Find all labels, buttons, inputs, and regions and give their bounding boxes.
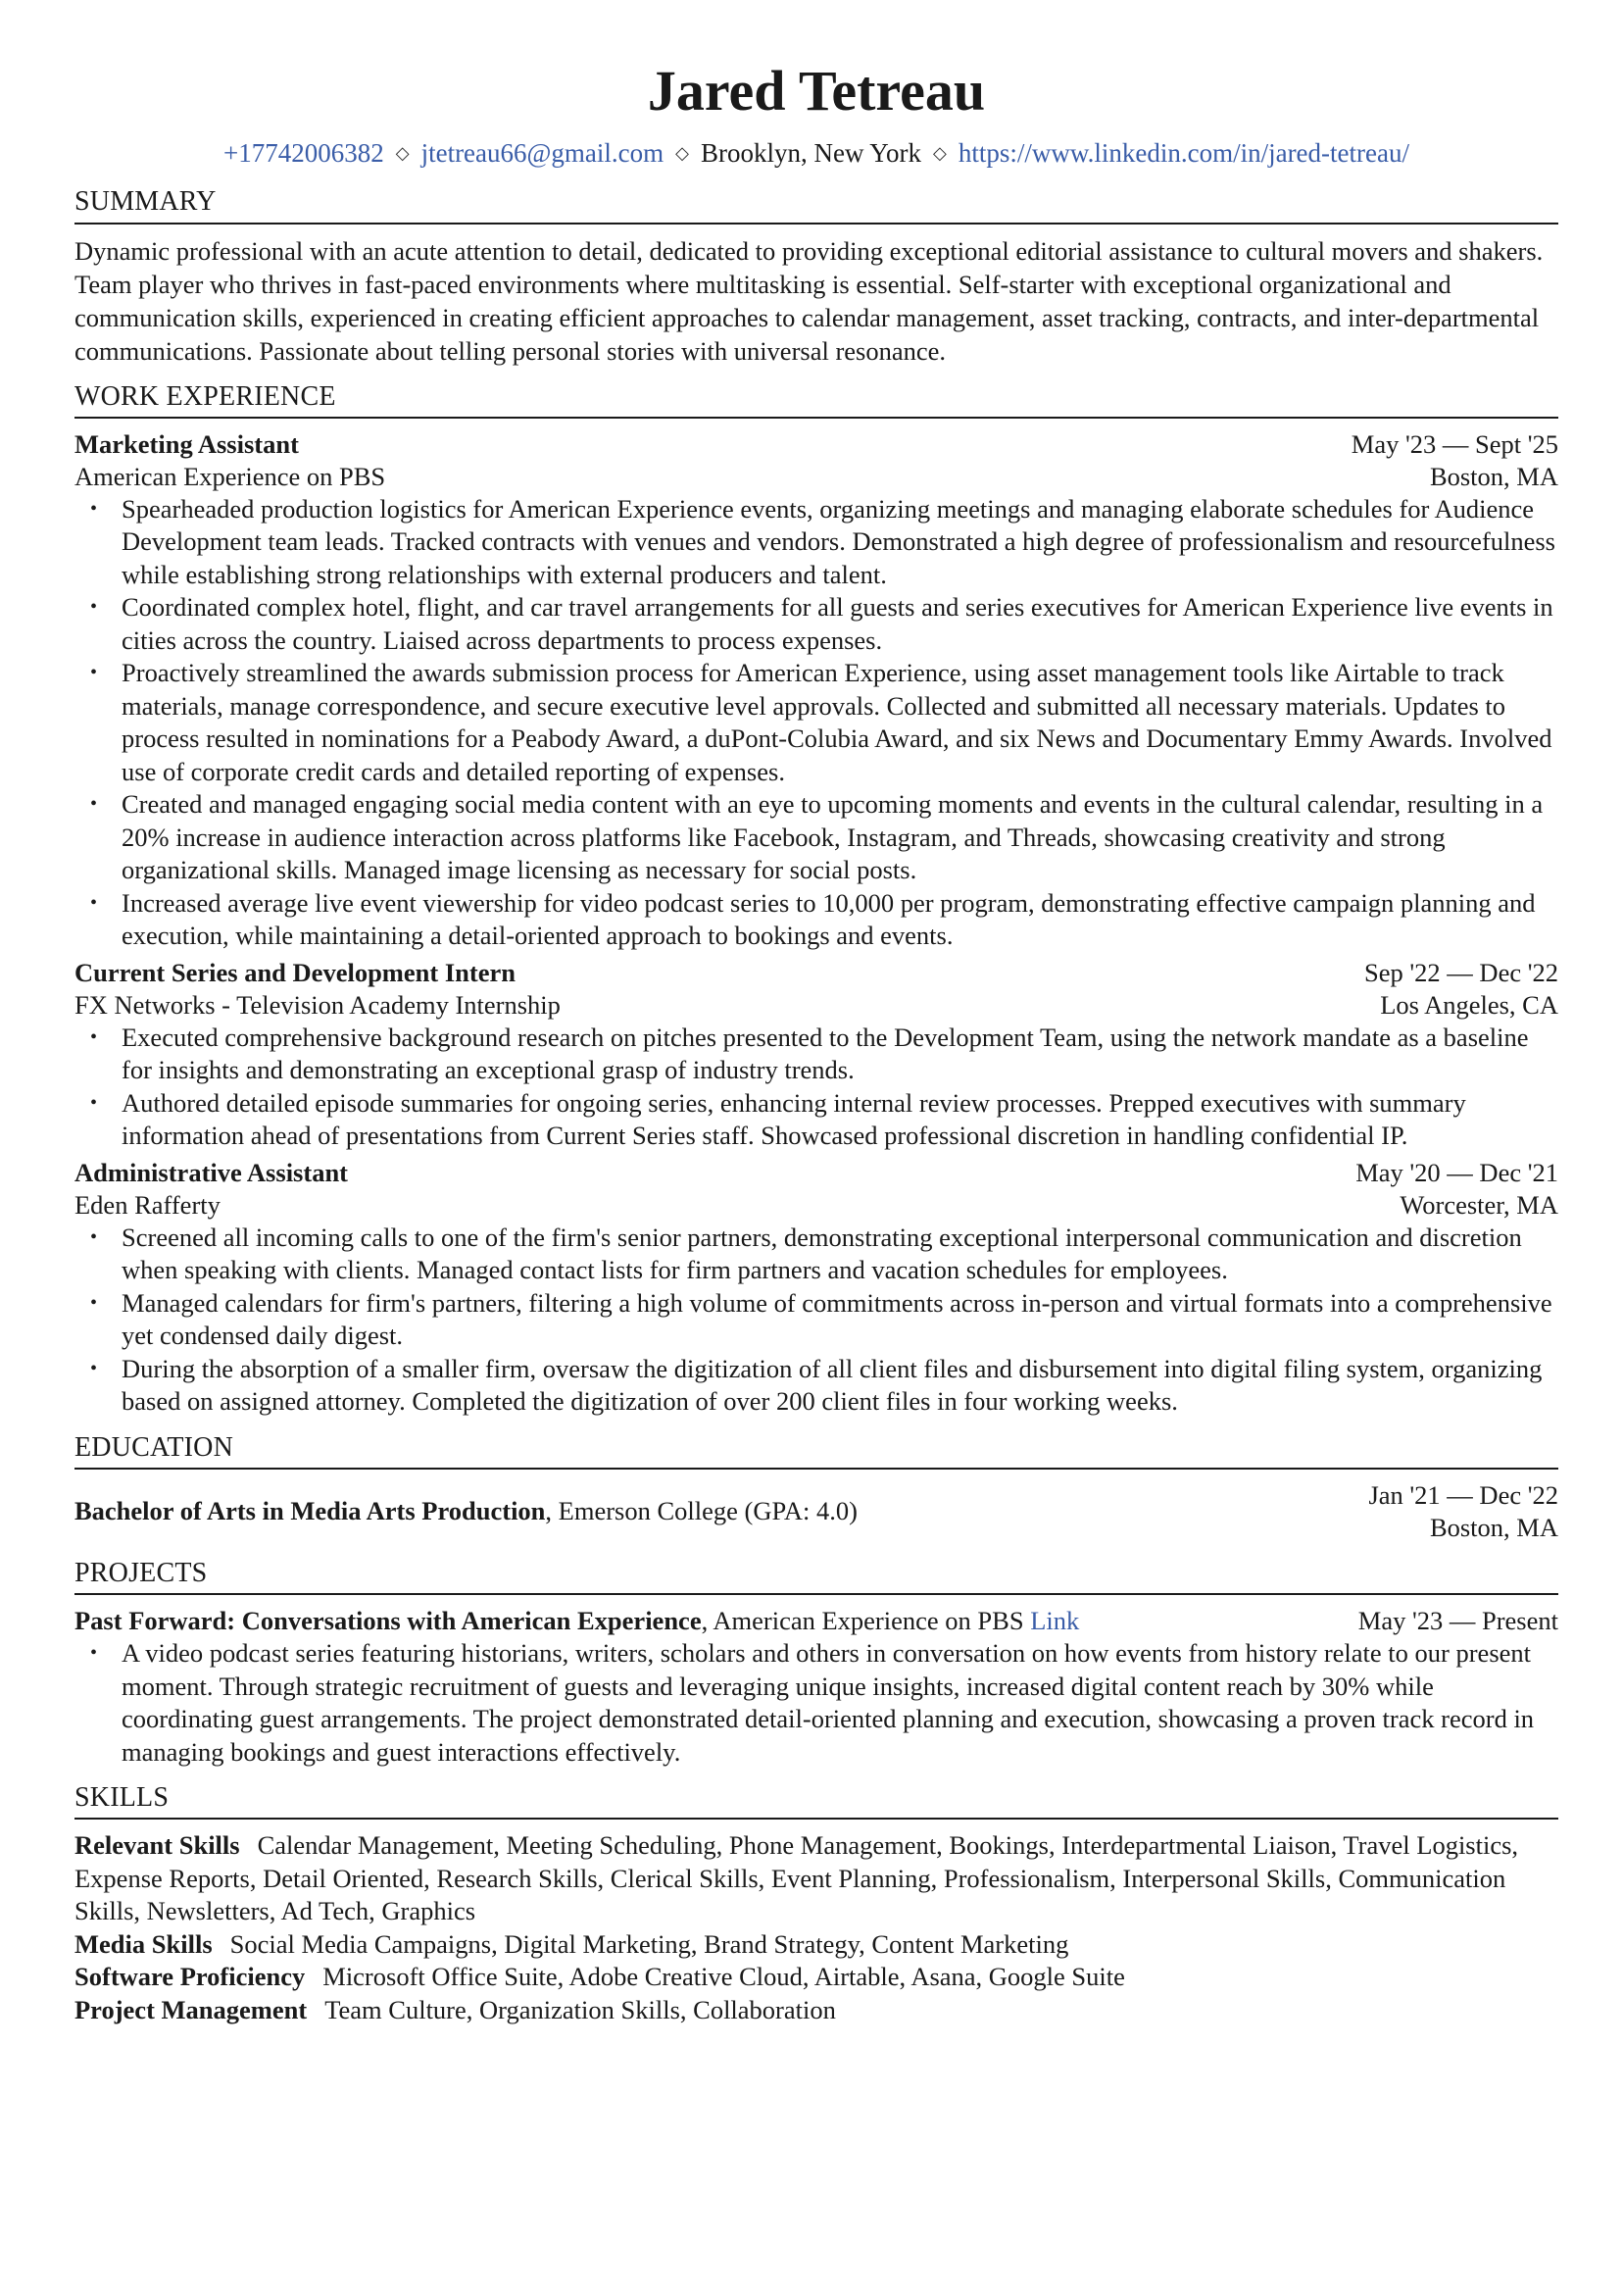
job-dates: May '23 — Sept '25 [1351, 428, 1558, 459]
email-link[interactable]: jtetreau66@gmail.com [420, 138, 664, 168]
project-name: Past Forward: Conversations with American Experience [74, 1606, 702, 1636]
bullet-icon: • [90, 891, 98, 914]
bullet-item [74, 657, 1558, 788]
job-header-row [74, 428, 1558, 461]
bullet-icon: • [90, 596, 98, 619]
job-company: American Experience on PBS [74, 461, 386, 491]
project-title-line [74, 1605, 1079, 1637]
skill-label: Media Skills [74, 1928, 213, 1959]
skill-value: Team Culture, Organization Skills, Collaboration [324, 1994, 836, 2024]
job-company: FX Networks - Television Academy Internship [74, 989, 561, 1020]
bullet-icon: • [90, 1357, 98, 1379]
job-header-row [74, 957, 1558, 989]
bullet-text: Created and managed engaging social media content with an eye to upcoming moments and events in the cultural calendar, resulting in a 20% increase in audience interaction across platforms like Facebook, Instagram, and Threads, showcasing creativity and strong organizational skills. Managed image licensing as necessary for social posts. [122, 789, 1544, 885]
bullet-icon: • [90, 1025, 98, 1048]
section-title-summary: SUMMARY [74, 186, 1558, 224]
summary-text: Dynamic professional with an acute attention to detail, dedicated to providing exceptional editorial assistance to cultural movers and shakers. Team player who thrives in fast-paced environments where multitasking is essential. Self-starter with exceptional organizational and communication skills, experienced in creating efficient approaches to calendar management, asset tracking, contracts, and inter-departmental communications. Passionate about telling personal stories with universal resonance. [74, 235, 1544, 366]
bullet-item [74, 1353, 1558, 1419]
education-meta [1368, 1479, 1558, 1544]
job-role: Administrative Assistant [74, 1157, 349, 1187]
education-entry [74, 1479, 1558, 1544]
job-location: Los Angeles, CA [1380, 989, 1558, 1020]
bullet-icon: • [90, 1291, 98, 1314]
bullet-item [74, 1222, 1558, 1287]
job-entry [74, 1157, 1558, 1419]
work-experience-section [74, 381, 1558, 1419]
bullet-item [74, 591, 1558, 657]
skill-value: Social Media Campaigns, Digital Marketing, Brand Strategy, Content Marketing [229, 1928, 1069, 1959]
bullet-text: Authored detailed episode summaries for ongoing series, enhancing internal review processes. Prepped executives with summary information ahead of presentations from Current Series staff. Showcased professional discretion in handling confidential IP. [122, 1087, 1466, 1151]
projects-section [74, 1558, 1558, 1769]
job-location: Boston, MA [1429, 461, 1558, 491]
project-link[interactable]: Link [1030, 1606, 1080, 1636]
candidate-name: Jared Tetreau [647, 59, 986, 123]
job-dates: May '20 — Dec '21 [1355, 1157, 1558, 1187]
skill-label: Project Management [74, 1994, 308, 2024]
bullet-text: Proactively streamlined the awards submission process for American Experience, using asset management tools like Airtable to track materials, manage correspondence, and secure executive level approvals. Collected and submitted all necessary materials. Updates to process resulted in nominations for a Peabody Award, a duPont-Colubia Award, and six News and Documentary Emmy Awards. Involved use of corporate credit cards and detailed reporting of expenses. [122, 658, 1552, 786]
diamond-separator-icon: ◇ [395, 143, 410, 163]
bullet-icon: • [90, 1091, 98, 1114]
bullet-text: Coordinated complex hotel, flight, and car travel arrangements for all guests and series executives for American Experience live events in cities across the country. Liaised across departments to process expenses. [122, 592, 1553, 655]
bullet-icon: • [90, 1225, 98, 1248]
job-bullets [74, 493, 1558, 953]
skills-section [74, 1782, 1558, 2026]
job-header-row [74, 1157, 1558, 1189]
bullet-item [74, 1087, 1558, 1153]
bullet-item [74, 1637, 1558, 1769]
job-company-row [74, 1189, 1558, 1222]
education-location: Boston, MA [1429, 1512, 1558, 1542]
bullet-text: Managed calendars for firm's partners, filtering a high volume of commitments across in-person and virtual formats into a comprehensive yet condensed daily digest. [122, 1287, 1552, 1351]
project-bullets [74, 1637, 1558, 1769]
job-bullets [74, 1222, 1558, 1419]
job-role: Current Series and Development Intern [74, 957, 516, 987]
job-location: Worcester, MA [1400, 1189, 1558, 1220]
education-degree: Bachelor of Arts in Media Arts Production [74, 1496, 546, 1526]
project-org: , American Experience on PBS [701, 1606, 1031, 1636]
job-bullets [74, 1022, 1558, 1153]
bullet-text: Spearheaded production logistics for American Experience events, organizing meetings and managing elaborate schedules for Audience Development team leads. Tracked contracts with venues and vendors. Demonstrated a high degree of professionalism and resourcefulness while establishing strong relationships with external producers and talent. [122, 493, 1555, 589]
project-header-row [74, 1605, 1558, 1637]
job-dates: Sep '22 — Dec '22 [1364, 957, 1558, 987]
skill-line-relevant [74, 1829, 1558, 1928]
section-title-education: EDUCATION [74, 1432, 1558, 1470]
education-school: , Emerson College (GPA: 4.0) [545, 1496, 858, 1526]
job-entry [74, 428, 1558, 953]
location-text: Brooklyn, New York [700, 138, 921, 168]
linkedin-link[interactable]: https://www.linkedin.com/in/jared-tetreau/ [958, 138, 1409, 168]
skill-label: Software Proficiency [74, 1962, 306, 1992]
education-section [74, 1432, 1558, 1544]
bullet-item [74, 493, 1558, 592]
project-dates: May '23 — Present [1357, 1606, 1558, 1636]
skill-label: Relevant Skills [74, 1830, 240, 1861]
summary-section [74, 186, 1558, 367]
diamond-separator-icon: ◇ [675, 143, 689, 163]
bullet-text: A video podcast series featuring historians, writers, scholars and others in conversation on how events from history relate to our present moment. Through strategic recruitment of guests and leveraging unique insights, increased digital content reach by 30% while coordinating guest arrangements. The project demonstrated detail-oriented planning and execution, showcasing a proven track record in managing bookings and guest interactions effectively. [122, 1638, 1535, 1767]
bullet-item [74, 1022, 1558, 1087]
skill-line-project-management [74, 1994, 1558, 2027]
job-company: Eden Rafferty [74, 1189, 221, 1220]
bullet-item [74, 788, 1558, 887]
job-company-row [74, 461, 1558, 493]
bullet-item [74, 887, 1558, 953]
skill-line-media [74, 1928, 1558, 1962]
bullet-icon: • [90, 1642, 98, 1665]
bullet-icon: • [90, 497, 98, 520]
contact-line [74, 137, 1558, 169]
bullet-text: During the absorption of a smaller firm, oversaw the digitization of all client files and disbursement into digital filing system, organizing based on assigned attorney. Completed the digitization of over 200 client files in four working weeks. [122, 1353, 1543, 1417]
bullet-text: Executed comprehensive background research on pitches presented to the Development Team, using the network mandate as a baseline for insights and demonstrating an exceptional grasp of industry trends. [122, 1022, 1529, 1085]
job-role: Marketing Assistant [74, 428, 299, 459]
phone-link[interactable]: +17742006382 [223, 138, 384, 168]
bullet-icon: • [90, 793, 98, 816]
diamond-separator-icon: ◇ [933, 143, 947, 163]
education-dates: Jan '21 — Dec '22 [1368, 1479, 1558, 1510]
skill-line-software [74, 1961, 1558, 1994]
skill-value: Calendar Management, Meeting Scheduling, Phone Management, Bookings, Interdepartmental Liaison, Travel Logistics, Expense Reports, Detail Oriented, Research Skills, Clerical Skills, Event Planning, Professionalism, Interpersonal Skills, Communication Skills, Newsletters, Ad Tech, Graphics [74, 1830, 1519, 1926]
bullet-text: Increased average live event viewership for video podcast series to 10,000 per program, demonstrating effective campaign planning and execution, while maintaining a detail-oriented approach to bookings and events. [122, 887, 1536, 951]
job-company-row [74, 989, 1558, 1022]
bullet-text: Screened all incoming calls to one of the firm's senior partners, demonstrating exceptional interpersonal communication and discretion when speaking with clients. Managed contact lists for firm partners and vacation schedules for employees. [122, 1222, 1522, 1285]
section-title-skills: SKILLS [74, 1782, 1558, 1820]
skill-value: Microsoft Office Suite, Adobe Creative Cloud, Airtable, Asana, Google Suite [322, 1962, 1125, 1992]
section-title-projects: PROJECTS [74, 1558, 1558, 1595]
bullet-icon: • [90, 662, 98, 684]
section-title-work-experience: WORK EXPERIENCE [74, 381, 1558, 419]
education-degree-line [74, 1495, 858, 1527]
bullet-item [74, 1287, 1558, 1353]
job-entry [74, 957, 1558, 1153]
